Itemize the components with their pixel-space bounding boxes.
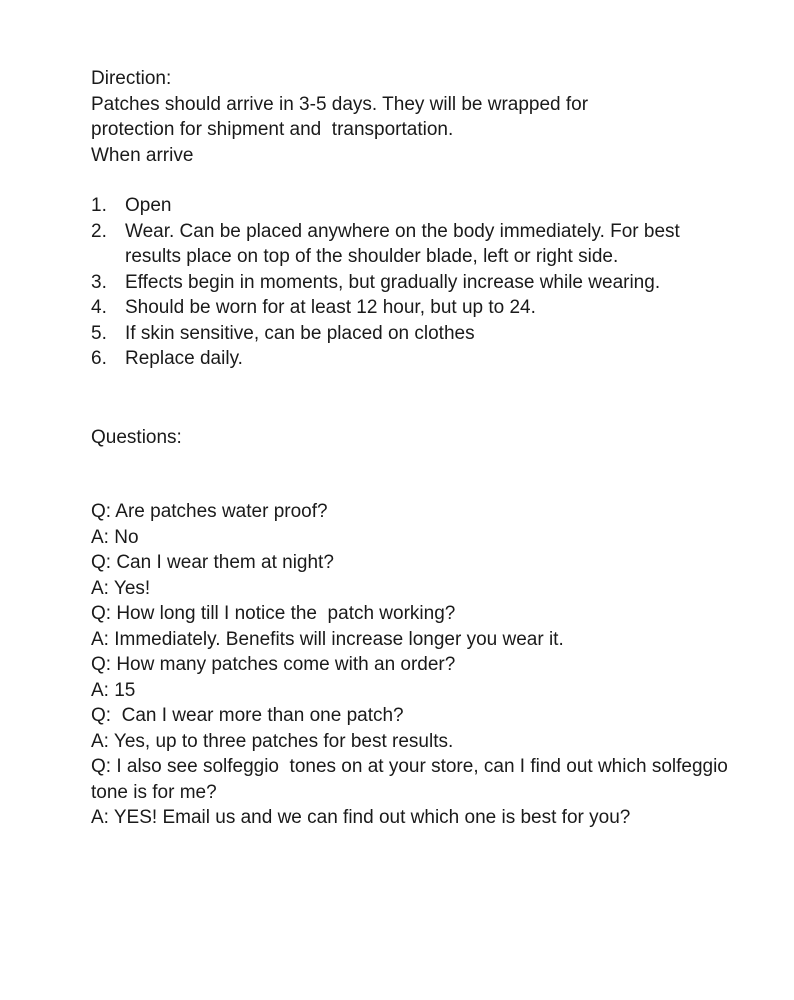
faq-list — [91, 499, 734, 831]
step-text: Effects begin in moments, but gradually increase while wearing. — [125, 271, 661, 293]
question-text: Q: Can I wear them at night? — [91, 552, 334, 573]
answer-text: A: 15 — [91, 679, 136, 701]
question-text: Q: Can I wear more than one patch? — [91, 705, 404, 726]
direction-section — [91, 66, 734, 168]
step-text: Should be worn for at least 12 hour, but up to 24. — [125, 297, 536, 318]
step-number: 3. — [91, 271, 107, 293]
list-item — [91, 295, 715, 321]
list-item — [91, 270, 715, 296]
answer-text: A: Immediately. Benefits will increase longer you wear it. — [91, 628, 564, 650]
list-item — [91, 193, 715, 219]
when-arrive-label: When arrive — [91, 144, 194, 166]
questions-heading: Questions: — [91, 426, 182, 448]
answer-text: A: YES! Email us and we can find out which one is best for you? — [91, 807, 631, 828]
step-number: 2. — [91, 220, 107, 242]
step-text: Replace daily. — [125, 348, 243, 369]
question-text: Q: How many patches come with an order? — [91, 654, 456, 675]
question-text: Q: I also see solfeggio tones on at your store, can I find out which solfeggio tone is for me? — [91, 756, 734, 803]
steps-list — [91, 193, 734, 372]
direction-heading: Direction: — [91, 68, 172, 89]
answer-text: A: Yes! — [91, 577, 151, 599]
step-text: Open — [125, 195, 172, 216]
step-number: 5. — [91, 322, 107, 344]
step-number: 1. — [91, 195, 107, 216]
list-item — [91, 219, 715, 270]
list-item — [91, 321, 715, 347]
question-text: Q: How long till I notice the patch working? — [91, 603, 456, 624]
step-number: 6. — [91, 348, 107, 369]
list-item — [91, 346, 715, 372]
step-text: Wear. Can be placed anywhere on the body immediately. For best results place on top of the shoulder blade, left or right side. — [125, 220, 680, 267]
step-number: 4. — [91, 297, 107, 318]
answer-text: A: Yes, up to three patches for best results. — [91, 730, 454, 752]
step-text: If skin sensitive, can be placed on clothes — [125, 322, 475, 344]
answer-text: A: No — [91, 526, 139, 548]
direction-intro: Patches should arrive in 3-5 days. They will be wrapped for protection for shipment and transportation. — [91, 93, 594, 140]
question-text: Q: Are patches water proof? — [91, 501, 328, 522]
